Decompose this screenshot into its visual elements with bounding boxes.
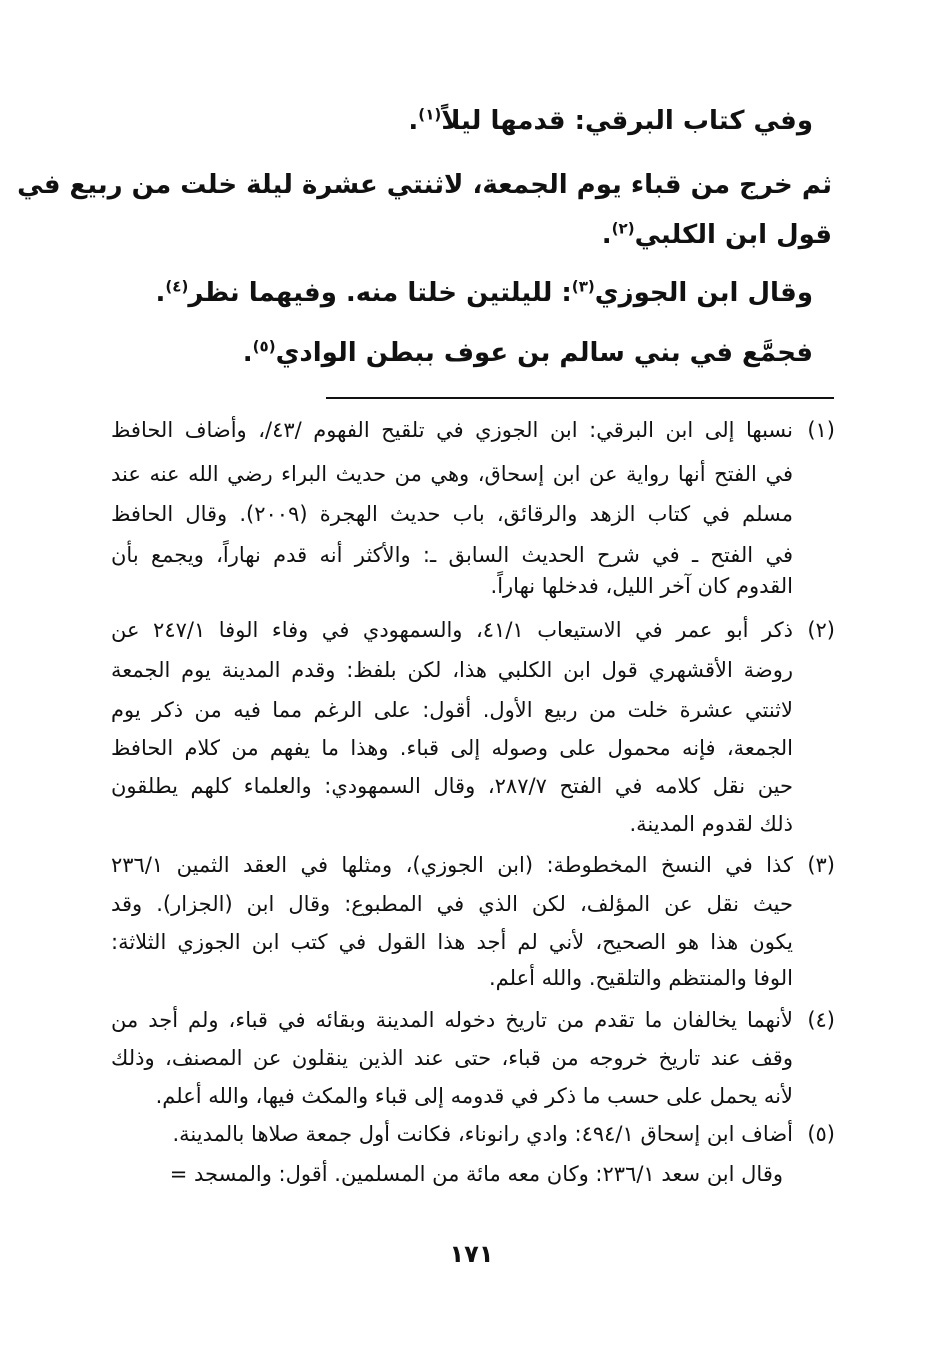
- main-paragraph-4: [242, 337, 813, 368]
- footnote-number: (١): [807, 418, 835, 442]
- footnote-line: [111, 1010, 793, 1031]
- footnote-ref: (٤): [165, 277, 189, 296]
- footnote-text: في الفتح ـ في شرح الحديث السابق ـ: والأكثر أنه قدم نهاراً، ويجمع بأن: [111, 543, 793, 567]
- footnote-3-number: [807, 855, 835, 876]
- footnote-text: في الفتح أنها رواية عن ابن إسحاق، وهي من حديث البراء رضي الله عنه عند: [111, 462, 793, 486]
- footnote-text: يكون هذا هو الصحيح، لأني لم أجد هذا القول في كتب ابن الجوزي الثلاثة:: [111, 930, 793, 954]
- footnote-number: (٣): [807, 853, 835, 877]
- main-text: فجمَّع في بني سالم بن عوف ببطن الوادي: [275, 338, 813, 368]
- main-text: ثم خرج من قباء يوم الجمعة، لاثنتي عشرة ليلة خلت من ربيع في: [17, 170, 832, 200]
- punctuation: .: [155, 278, 166, 308]
- footnote-1-number: [807, 420, 835, 441]
- footnote-text: وقف عند تاريخ خروجه من قباء، حتى عند الذين ينقلون عن المصنف، وذلك: [111, 1046, 793, 1070]
- footnote-line: [111, 620, 793, 641]
- footnote-text: وقال ابن سعد ٢٣٦/١: وكان معه مائة من المسلمين. أقول: والمسجد =: [169, 1162, 783, 1186]
- footnote-line: [111, 504, 793, 525]
- footnote-ref: (١): [418, 105, 442, 124]
- footnote-line: [170, 1164, 783, 1185]
- punctuation: .: [601, 220, 612, 250]
- footnote-line: [111, 738, 793, 759]
- footnote-line: [630, 814, 794, 835]
- footnote-text: لأنه يحمل على حسب ما ذكر في قدومه إلى قباء والمكث فيها، والله أعلم.: [155, 1084, 793, 1108]
- main-text: وفي كتاب البرقي: قدمها ليلاً: [441, 106, 813, 136]
- footnote-line: [111, 545, 793, 566]
- footnote-text: أضاف ابن إسحاق ٤٩٤/١: وادي رانوناء، فكانت أول جمعة صلاها بالمدينة.: [172, 1122, 793, 1146]
- footnote-text: حين نقل كلامه في الفتح ٢٨٧/٧، وقال السمهودي: والعلماء كلهم يطلقون: [111, 774, 793, 798]
- main-paragraph-2-line-2: [601, 219, 832, 250]
- main-text: وقال ابن الجوزي: [594, 278, 813, 308]
- footnote-ref: (٥): [252, 337, 276, 356]
- footnote-text: القدوم كان آخر الليل، فدخلها نهاراً.: [490, 574, 793, 598]
- footnote-line: [111, 660, 793, 681]
- footnote-text: لأنهما يخالفان ما تقدم من تاريخ دخوله المدينة وبقائه في قباء، ولم أجد من: [111, 1008, 793, 1032]
- footnote-text: روضة الأقشهري قول ابن الكلبي هذا، لكن بلفظ: وقدم المدينة يوم الجمعة: [111, 658, 793, 682]
- footnote-text: لاثنتي عشرة خلت من ربيع الأول. أقول: على الرغم مما فيه من ذكر يوم: [111, 698, 793, 722]
- page-number: ١٧١: [449, 1240, 494, 1268]
- footnote-ref: (٣): [571, 277, 595, 296]
- footnote-number: (٤): [807, 1008, 835, 1032]
- punctuation: .: [408, 106, 419, 136]
- footnote-2-number: [807, 620, 835, 641]
- main-paragraph-1: [408, 105, 813, 136]
- footnote-line: [111, 1048, 793, 1069]
- punctuation: .: [242, 338, 253, 368]
- footnote-line: [111, 700, 793, 721]
- footnote-line: [111, 776, 793, 797]
- main-text: : لليلتين خلتا منه. وفيهما نظر: [188, 278, 572, 308]
- footnote-ref: (٢): [611, 219, 635, 238]
- footnote-line: [491, 576, 793, 597]
- footnote-line: [172, 1124, 793, 1145]
- footnote-line: [489, 968, 793, 989]
- footnote-line: [111, 464, 793, 485]
- footnote-line: [111, 894, 793, 915]
- footnote-text: حيث نقل عن المؤلف، لكن الذي في المطبوع: وقال ابن (الجزار). وقد: [111, 892, 793, 916]
- footnote-text: الجمعة، فإنه محمول على وصوله إلى قباء. وهذا ما يفهم من كلام الحافظ: [111, 736, 793, 760]
- footnote-line: [111, 855, 793, 876]
- main-text: قول ابن الكلبي: [634, 220, 832, 250]
- footnote-line: [111, 932, 793, 953]
- footnote-text: مسلم في كتاب الزهد والرقائق، باب حديث الهجرة (٢٠٠٩). وقال الحافظ: [111, 502, 794, 526]
- footnote-text: نسبها إلى ابن البرقي: ابن الجوزي في تلقيح الفهوم /٤٣/، وأضاف الحافظ: [111, 418, 793, 442]
- footnote-number: (٥): [807, 1122, 835, 1146]
- footnote-text: كذا في النسخ المخطوطة: (ابن الجوزي)، ومثلها في العقد الثمين ٢٣٦/١: [111, 853, 793, 877]
- footnote-text: ذكر أبو عمر في الاستيعاب ٤١/١، والسمهودي في وفاء الوفا ٢٤٧/١ عن: [111, 618, 793, 642]
- footnote-4-number: [807, 1010, 835, 1031]
- main-paragraph-2-line-1: [17, 172, 832, 198]
- main-paragraph-3: [155, 277, 813, 308]
- footnote-text: ذلك لقدوم المدينة.: [629, 812, 793, 836]
- footnote-text: الوفا والمنتظم والتلقيح. والله أعلم.: [488, 966, 793, 990]
- footnote-separator: [326, 397, 834, 399]
- footnote-5-number: [807, 1124, 835, 1145]
- footnote-line: [156, 1086, 793, 1107]
- footnote-line: [111, 420, 793, 441]
- footnote-number: (٢): [807, 618, 835, 642]
